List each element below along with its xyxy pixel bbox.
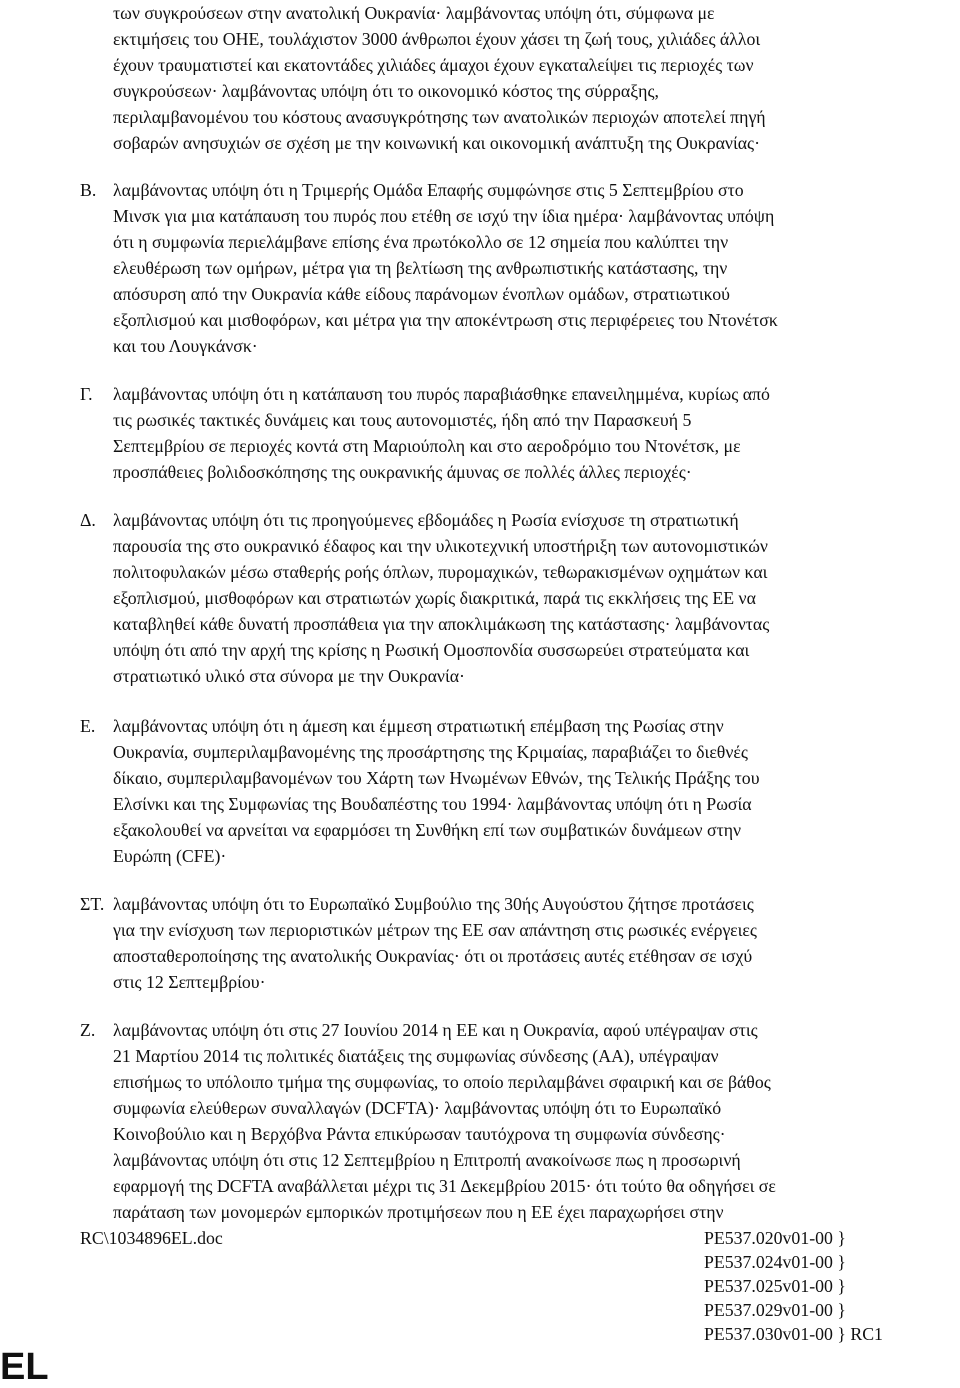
text-line: στρατιωτικό υλικό στα σύνορα με την Ουκρανία· bbox=[113, 666, 465, 686]
text-line: στις 12 Σεπτεμβρίου· bbox=[113, 972, 266, 992]
text-line: λαμβάνοντας υπόψη ότι η Τριμερής Ομάδα Επαφής συμφώνησε στις 5 Σεπτεμβρίου στο bbox=[113, 180, 744, 200]
pe-reference: PE537.030v01-00 } RC1 bbox=[704, 1324, 883, 1344]
pe-reference-list bbox=[704, 1226, 883, 1346]
text-line: Ευρώπη (CFE)· bbox=[113, 846, 227, 866]
text-line: εξακολουθεί να αρνείται να εφαρμόσει τη Συνθήκη επί των συμβατικών δυνάμεων στην bbox=[113, 820, 742, 840]
paragraph-text bbox=[113, 891, 953, 995]
text-line: Κοινοβούλιο και η Βερχόβνα Ράντα επικύρωσαν ταυτόχρονα τη συμφωνία σύνδεσης· bbox=[113, 1124, 726, 1144]
language-code: EL bbox=[0, 1346, 49, 1388]
paragraph-text bbox=[113, 381, 953, 485]
paragraph-label: ΣΤ. bbox=[80, 894, 105, 914]
text-line: πολιτοφυλακών μέσω σταθερής ροής όπλων, πυρομαχικών, τεθωρακισμένων οχημάτων και bbox=[113, 562, 768, 582]
paragraph-label: Δ. bbox=[80, 510, 96, 530]
text-line: αποσταθεροποίησης της ανατολικής Ουκρανίας· ότι οι προτάσεις αυτές ετέθησαν σε ισχύ bbox=[113, 946, 753, 966]
doc-reference: RC\1034896EL.doc bbox=[80, 1228, 223, 1248]
text-line: εξοπλισμού, μισθοφόρων και στρατιωτών χωρίς διακριτικά, παρά τις εκκλήσεις της ΕΕ να bbox=[113, 588, 756, 608]
paragraph-label: Γ. bbox=[80, 384, 93, 404]
paragraph-label: Ζ. bbox=[80, 1020, 96, 1040]
text-line: εκτιμήσεις του ΟΗΕ, τουλάχιστον 3000 άνθρωποι έχουν χάσει τη ζωή τους, χιλιάδες άλλοι bbox=[113, 29, 761, 49]
text-line: εφαρμογή της DCFTA αναβάλλεται μέχρι τις 31 Δεκεμβρίου 2015· ότι τούτο θα οδηγήσει σε bbox=[113, 1176, 776, 1196]
text-line: λαμβάνοντας υπόψη ότι η κατάπαυση του πυρός παραβιάσθηκε επανειλημμένα, κυρίως από bbox=[113, 384, 770, 404]
paragraph-text bbox=[113, 1017, 953, 1225]
text-line: υπόψη ότι από την αρχή της κρίσης η Ρωσική Ομοσπονδία συσσωρεύει στρατεύματα και bbox=[113, 640, 750, 660]
text-line: λαμβάνοντας υπόψη ότι στις 12 Σεπτεμβρίου η Επιτροπή ανακοίνωσε πως η προσωρινή bbox=[113, 1150, 741, 1170]
text-line: περιλαμβανομένου του κόστους ανασυγκρότησης των ανατολικών περιοχών αποτελεί πηγή bbox=[113, 107, 766, 127]
text-line: λαμβάνοντας υπόψη ότι στις 27 Ιουνίου 2014 η ΕΕ και η Ουκρανία, αφού υπέγραψαν στις bbox=[113, 1020, 758, 1040]
text-line: παράταση των μονομερών εμπορικών προτιμήσεων που η ΕΕ έχει παραχωρήσει στην bbox=[113, 1202, 724, 1222]
text-line: επισήμως το υπόλοιπο τμήμα της συμφωνίας, το οποίο περιλαμβάνει σφαιρική και σε βάθος bbox=[113, 1072, 771, 1092]
paragraph-text bbox=[113, 0, 953, 156]
text-line: καταβληθεί κάθε δυνατή προσπάθεια για την αποκλιμάκωση της κατάστασης· λαμβάνοντας bbox=[113, 614, 770, 634]
text-line: 21 Μαρτίου 2014 τις πολιτικές διατάξεις της συμφωνίας σύνδεσης (ΑΑ), υπέγραψαν bbox=[113, 1046, 719, 1066]
text-line: συγκρούσεων· λαμβάνοντας υπόψη ότι το οικονομικό κόστος της σύρραξης, bbox=[113, 81, 659, 101]
text-line: τις ρωσικές τακτικές δυνάμεις και τους αυτονομιστές, ήδη από την Παρασκευή 5 bbox=[113, 410, 692, 430]
paragraph-text bbox=[113, 713, 953, 869]
text-line: συμφωνία ελεύθερων συναλλαγών (DCFTA)· λαμβάνοντας υπόψη ότι το Ευρωπαϊκό bbox=[113, 1098, 722, 1118]
text-line: παρουσία της στο ουκρανικό έδαφος και την υλικοτεχνική υποστήριξη των αυτονομιστικών bbox=[113, 536, 768, 556]
text-line: εξοπλισμού και μισθοφόρων, και μέτρα για την αποκέντρωση στις περιφέρειες του Ντονέτσκ bbox=[113, 310, 778, 330]
text-line: ελευθέρωση των ομήρων, μέτρα για τη βελτίωση της ανθρωπιστικής κατάστασης, την bbox=[113, 258, 728, 278]
text-line: Σεπτεμβρίου σε περιοχές κοντά στη Μαριούπολη και στο αεροδρόμιο του Ντονέτσκ, με bbox=[113, 436, 741, 456]
pe-reference: PE537.029v01-00 } bbox=[704, 1300, 846, 1320]
text-line: Ουκρανία, συμπεριλαμβανομένης της προσάρτησης της Κριμαίας, παραβιάζει το διεθνές bbox=[113, 742, 748, 762]
text-line: για την ενίσχυση των περιοριστικών μέτρων της ΕΕ σαν απάντηση στις ρωσικές ενέργειες bbox=[113, 920, 757, 940]
text-line: λαμβάνοντας υπόψη ότι το Ευρωπαϊκό Συμβούλιο της 30ής Αυγούστου ζήτησε προτάσεις bbox=[113, 894, 754, 914]
text-line: λαμβάνοντας υπόψη ότι τις προηγούμενες εβδομάδες η Ρωσία ενίσχυσε τη στρατιωτική bbox=[113, 510, 739, 530]
text-line: έχουν τραυματιστεί και εκατοντάδες χιλιάδες άμαχοι έχουν εγκαταλείψει τις περιοχές των bbox=[113, 55, 754, 75]
pe-reference: PE537.025v01-00 } bbox=[704, 1276, 846, 1296]
text-line: Μινσκ για μια κατάπαυση του πυρός που ετέθη σε ισχύ την ίδια ημέρα· λαμβάνοντας υπόψη bbox=[113, 206, 775, 226]
paragraph-text bbox=[113, 507, 953, 689]
text-line: και του Λουγκάνσκ· bbox=[113, 336, 258, 356]
text-line: σοβαρών ανησυχιών σε σχέση με την κοινωνική και οικονομική ανάπτυξη της Ουκρανίας· bbox=[113, 133, 761, 153]
pe-reference: PE537.020v01-00 } bbox=[704, 1228, 846, 1248]
text-line: λαμβάνοντας υπόψη ότι η άμεση και έμμεση στρατιωτική επέμβαση της Ρωσίας στην bbox=[113, 716, 724, 736]
paragraph-label: Ε. bbox=[80, 716, 96, 736]
text-line: των συγκρούσεων στην ανατολική Ουκρανία· λαμβάνοντας υπόψη ότι, σύμφωνα με bbox=[113, 3, 715, 23]
paragraph-label: Β. bbox=[80, 180, 97, 200]
text-line: Ελσίνκι και της Συμφωνίας της Βουδαπέστης του 1994· λαμβάνοντας υπόψη ότι η Ρωσία bbox=[113, 794, 752, 814]
text-line: προσπάθειες βολιδοσκόπησης της ουκρανικής άμυνας σε πολλές άλλες περιοχές· bbox=[113, 462, 692, 482]
paragraph-text bbox=[113, 177, 953, 359]
text-line: απόσυρση από την Ουκρανία κάθε είδους παράνομων ένοπλων ομάδων, στρατιωτικού bbox=[113, 284, 730, 304]
pe-reference: PE537.024v01-00 } bbox=[704, 1252, 846, 1272]
text-line: δίκαιο, συμπεριλαμβανομένων του Χάρτη των Ηνωμένων Εθνών, της Τελικής Πράξης του bbox=[113, 768, 760, 788]
text-line: ότι η συμφωνία περιελάμβανε επίσης ένα πρωτόκολλο σε 12 σημεία που καλύπτει την bbox=[113, 232, 729, 252]
